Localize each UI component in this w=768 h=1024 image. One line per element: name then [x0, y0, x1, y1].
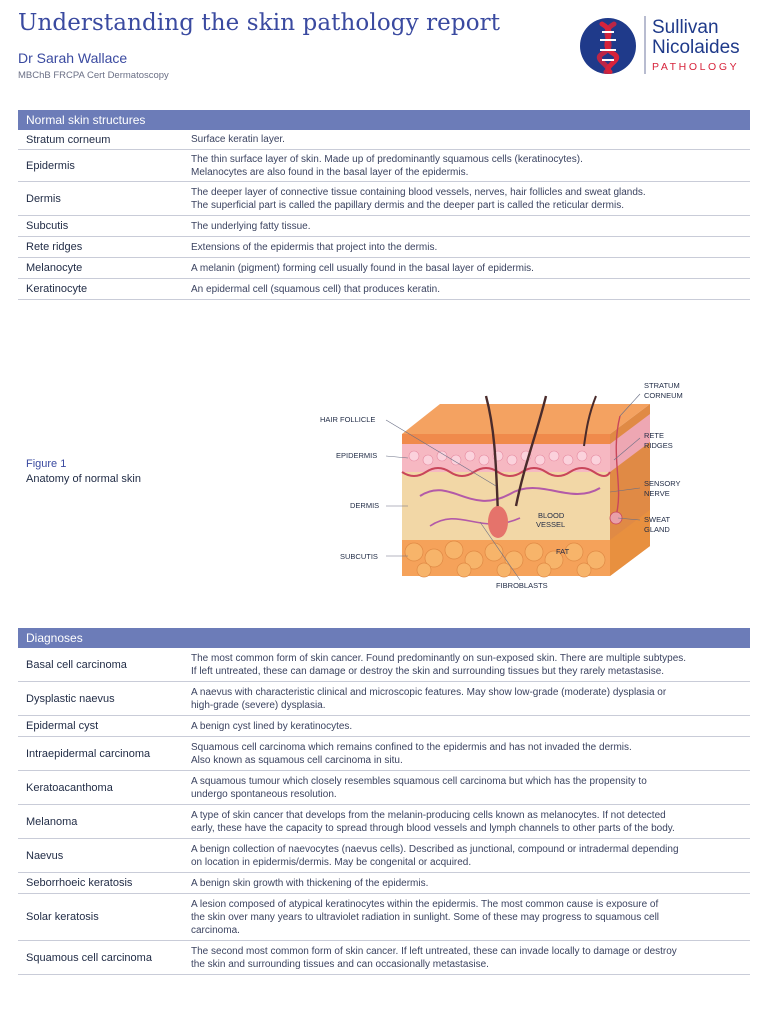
definition: A lesion composed of atypical keratinocytes within the epidermis. The most common cause is exposure of the skin over many years to ultraviolet radiation in sunlight. Some of these may progress to squamous cell carcinoma. [191, 898, 660, 936]
label-stratum: STRATUM [644, 381, 680, 390]
label-sensory: SENSORY [644, 479, 681, 488]
section-header: Diagnoses [18, 628, 750, 648]
definition: Extensions of the epidermis that project into the dermis. [191, 241, 438, 253]
term: Solar keratosis [26, 911, 99, 923]
definition: A squamous tumour which closely resembles squamous cell carcinoma but which has the propensity to undergo spontaneous resolution. [191, 775, 647, 800]
definition: The deeper layer of connective tissue containing blood vessels, nerves, hair follicles and sweat glands. The superficial part is called the papillary dermis and the deeper part is called the reticular dermis. [191, 186, 646, 211]
definition: The most common form of skin cancer. Found predominantly on sun-exposed skin. There are multiple subtypes. If left untreated, these can damage or destroy the skin and surrounding tissues but they rarely metastasise. [191, 652, 687, 677]
term: Stratum corneum [26, 133, 111, 146]
term: Seborrhoeic keratosis [26, 877, 133, 889]
table-row [18, 150, 750, 182]
table-row [18, 279, 750, 300]
label-epidermis: EPIDERMIS [336, 451, 378, 460]
term: Keratinocyte [26, 283, 88, 295]
term: Subcutis [26, 220, 69, 232]
section-header: Normal skin structures [18, 110, 750, 130]
label-rete: RETE [644, 431, 665, 440]
author-qualifications: MBChB FRCPA Cert Dermatoscopy [18, 70, 169, 81]
label-hair-follicle: HAIR FOLLICLE [320, 415, 376, 424]
definition: An epidermal cell (squamous cell) that produces keratin. [191, 283, 441, 295]
table-row [18, 737, 750, 771]
table-row [18, 873, 750, 894]
term: Keratoacanthoma [26, 781, 113, 794]
definition: A benign collection of naevocytes (naevus cells). Described as junctional, compound or intradermal depending on location in epidermis/dermis. May be congenital or acquired. [191, 843, 679, 868]
table-row [18, 839, 750, 873]
label-blood: BLOOD [538, 511, 565, 520]
table-row [18, 941, 750, 975]
table-row [18, 894, 750, 941]
label-sweat: SWEAT [644, 515, 671, 524]
term: Epidermal cyst [26, 720, 99, 732]
label-ridges: RIDGES [644, 441, 673, 450]
definition: The underlying fatty tissue. [191, 220, 311, 232]
label-dermis: DERMIS [350, 501, 380, 510]
term: Squamous cell carcinoma [26, 951, 152, 964]
definition: A type of skin cancer that develops from the melanin-producing cells known as melanocytes. If not detected early, these have the capacity to spread through blood vessels and lymph channels to other parts of the body. [191, 809, 675, 834]
term: Rete ridges [26, 241, 83, 253]
skin-anatomy-illustration [310, 376, 750, 596]
normal-structures-section [18, 110, 750, 300]
term: Melanocyte [26, 262, 83, 274]
label-corneum: CORNEUM [644, 391, 683, 400]
logo-text-pathology: PATHOLOGY [652, 61, 740, 73]
table-row [18, 771, 750, 805]
label-fat: FAT [556, 547, 570, 556]
term: Basal cell carcinoma [26, 658, 127, 671]
term: Intraepidermal carcinoma [26, 747, 151, 760]
figure-label: Figure 1 [26, 458, 67, 470]
skin-anatomy-diagram [310, 376, 750, 596]
table-row [18, 648, 750, 682]
term: Dermis [26, 192, 61, 205]
definition: The second most common form of skin cancer. If left untreated, these can invade locally to damage or destroy the skin and surrounding tissues and can occasionally metastasise. [191, 945, 677, 970]
table-row [18, 182, 750, 216]
definition: A benign skin growth with thickening of the epidermis. [191, 877, 429, 889]
logo-divider [644, 16, 646, 74]
diagnoses-section [18, 628, 750, 975]
dna-helix-icon [580, 18, 636, 74]
figure-caption: Anatomy of normal skin [26, 473, 141, 485]
definition: A benign cyst lined by keratinocytes. [191, 720, 353, 732]
label-nerve: NERVE [644, 489, 670, 498]
label-subcutis: SUBCUTIS [340, 552, 378, 561]
label-vessel: VESSEL [536, 520, 566, 529]
table-row [18, 130, 750, 150]
definition: Surface keratin layer. [191, 134, 285, 145]
logo-text-nicolaides: Nicolaides [652, 37, 740, 58]
definition: A naevus with characteristic clinical and microscopic features. May show low-grade (moderate) dysplasia or high-grade (severe) dysplasia. [191, 686, 667, 711]
label-fibroblasts: FIBROBLASTS [496, 581, 548, 590]
term: Naevus [26, 849, 64, 862]
table-row [18, 805, 750, 839]
table-row [18, 258, 750, 279]
logo-text-sullivan: Sullivan [652, 17, 719, 38]
table-row [18, 216, 750, 237]
term: Epidermis [26, 159, 75, 172]
table-row [18, 237, 750, 258]
sullivan-nicolaides-logo [580, 14, 760, 78]
definition: Squamous cell carcinoma which remains confined to the epidermis and has not invaded the dermis. Also known as squamous cell carcinoma in situ. [191, 741, 632, 766]
table-row [18, 682, 750, 716]
page-title: Understanding the skin pathology report [18, 10, 501, 36]
term: Dysplastic naevus [26, 692, 115, 705]
label-gland: GLAND [644, 525, 670, 534]
author-name: Dr Sarah Wallace [18, 50, 128, 66]
definition: A melanin (pigment) forming cell usually found in the basal layer of epidermis. [191, 262, 534, 274]
table-row [18, 716, 750, 737]
term: Melanoma [26, 815, 78, 828]
definition: The thin surface layer of skin. Made up of predominantly squamous cells (keratinocytes). Melanocytes are also found in the basal layer of the epidermis. [191, 153, 583, 178]
